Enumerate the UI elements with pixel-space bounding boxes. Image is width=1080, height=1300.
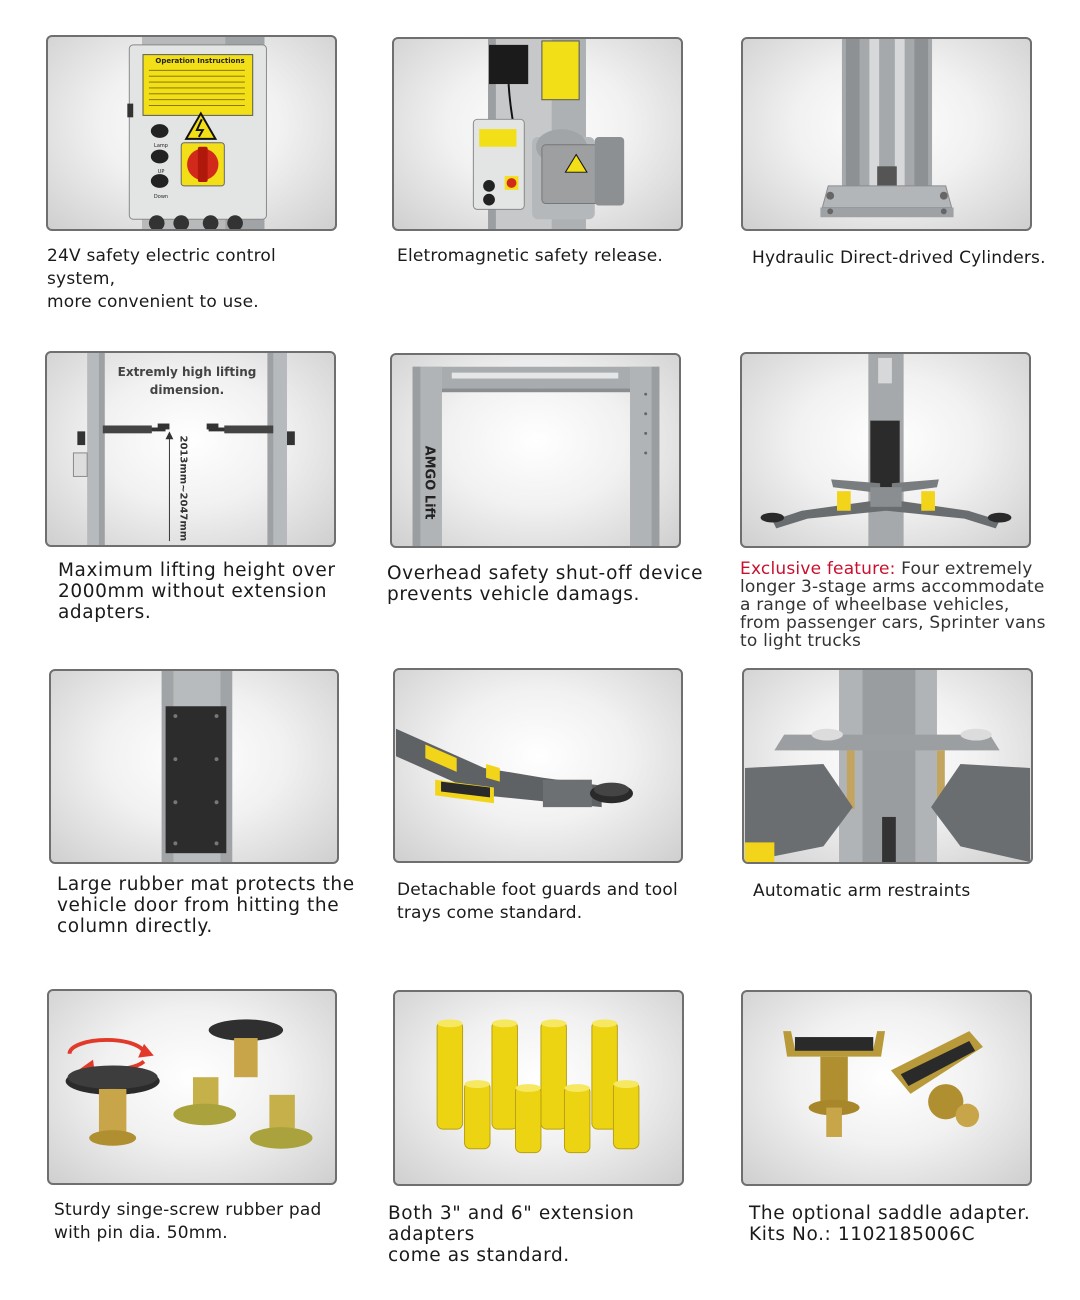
rubber-mat-image: [49, 669, 339, 864]
caption-control-system: 24V safety electric control system, more convenient to use.: [47, 246, 276, 312]
caption-arm-restraints: Automatic arm restraints: [753, 881, 971, 901]
caption-overhead: Overhead safety shut-off device prevents vehicle damags.: [387, 563, 704, 605]
lifting-annotation: Extremly high lifting dimension.: [117, 365, 257, 397]
caption-rubber-mat: Large rubber mat protects the vehicle door from hitting the column directly.: [57, 874, 355, 937]
control-box-image: [46, 35, 337, 231]
lamp-button-label: Lamp: [154, 143, 168, 149]
height-measure-label: 2013mm~2047mm: [177, 435, 189, 542]
up-button-label: UP: [157, 169, 165, 175]
brand-label: AMGO Lift: [421, 445, 437, 520]
panel-title: Operation Instructions: [155, 57, 245, 65]
caption-saddle-adapter: The optional saddle adapter. Kits No.: 1102185006C: [749, 1203, 1031, 1245]
caption-rubber-pad: Sturdy singe-screw rubber pad with pin dia. 50mm.: [54, 1200, 322, 1243]
overhead-shutoff-image: [390, 353, 681, 548]
rubber-pad-image: [47, 989, 337, 1185]
caption-lifting-height: Maximum lifting height over 2000mm without extension adapters.: [58, 560, 336, 623]
extension-adapters-image: [393, 990, 684, 1186]
saddle-adapter-image: [741, 990, 1032, 1186]
caption-hydraulic: Hydraulic Direct-drived Cylinders.: [752, 248, 1046, 268]
foot-guards-image: [393, 668, 683, 863]
caption-exclusive-feature: Exclusive feature: Four extremely longer 3-stage arms accommodate a range of wheelbase vehicles, from passenger cars, Sprinter vans to light trucks: [740, 559, 1046, 651]
three-stage-arms-image: [740, 352, 1031, 548]
down-button-label: Down: [153, 194, 169, 200]
caption-extension-adapters: Both 3" and 6" extension adapters come as standard.: [388, 1203, 635, 1266]
arm-restraints-image: [742, 668, 1033, 864]
lifting-height-image: [45, 351, 336, 547]
exclusive-highlight: Exclusive feature:: [740, 559, 896, 579]
hydraulic-cylinders-image: [741, 37, 1032, 231]
safety-release-image: [392, 37, 683, 231]
caption-safety-release: Eletromagnetic safety release.: [397, 246, 663, 266]
caption-foot-guards: Detachable foot guards and tool trays come standard.: [397, 880, 678, 923]
